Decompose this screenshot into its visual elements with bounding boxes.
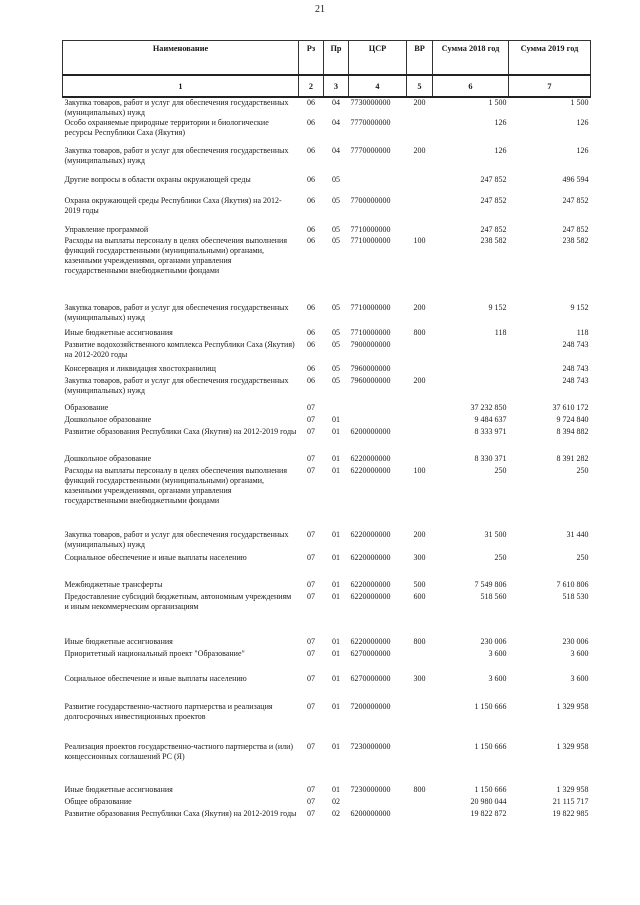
row-sum-2018: 3 600 [488,649,507,659]
row-pr: 01 [332,580,340,590]
row-csr: 6200000000 [350,427,391,437]
row-vr: 500 [413,580,426,590]
row-sum-2019: 248 743 [562,364,589,374]
row-name: Иные бюджетные ассигнования [64,328,173,338]
row-csr: 7230000000 [350,785,391,795]
table-row [63,236,591,303]
row-sum-2018: 8 333 971 [474,427,507,437]
row-rz: 07 [307,427,315,437]
row-csr: 7700000000 [350,196,391,206]
row-sum-2018: 1 150 666 [474,742,507,752]
row-pr: 01 [332,553,340,563]
table-row [63,175,591,196]
table-row [63,376,591,403]
row-vr [407,809,433,831]
row-sum-2019: 31 440 [566,530,589,540]
row-vr [407,454,433,466]
row-sum-2018: 118 [494,328,507,338]
row-csr: 6200000000 [350,809,391,819]
table-body [63,97,591,831]
row-csr [349,797,407,809]
row-pr: 01 [332,427,340,437]
col-header-name: Наименование [63,41,299,76]
row-pr [324,403,349,415]
table-row [63,637,591,649]
row-sum-2019: 8 391 282 [556,454,589,464]
col-number: 3 [324,75,349,97]
table-row [63,797,591,809]
row-csr: 6220000000 [350,580,391,590]
row-csr: 7770000000 [350,118,391,128]
row-vr: 200 [413,376,426,386]
row-vr: 200 [413,98,426,107]
row-pr: 01 [332,415,340,425]
row-sum-2018 [433,364,509,376]
row-sum-2019: 1 329 958 [556,785,589,795]
row-name: Управление программой [64,225,149,235]
row-sum-2018: 31 500 [484,530,507,540]
row-rz: 07 [307,454,315,464]
row-rz: 06 [307,303,315,313]
row-sum-2018: 247 852 [480,225,507,235]
row-csr: 6220000000 [350,637,391,647]
row-sum-2019: 3 600 [570,674,589,684]
row-pr: 01 [332,742,340,752]
col-number: 1 [63,75,299,97]
row-name: Иные бюджетные ассигнования [64,637,173,647]
row-sum-2018: 238 582 [480,236,507,246]
row-csr: 6270000000 [350,674,391,684]
row-rz: 06 [307,225,315,235]
page-number: 21 [315,4,325,15]
row-vr [407,175,433,196]
row-sum-2018: 8 330 371 [474,454,507,464]
row-rz: 07 [307,637,315,647]
row-sum-2019: 9 724 840 [556,415,589,425]
row-sum-2019: 248 743 [562,340,589,350]
row-sum-2019: 496 594 [562,175,589,185]
row-sum-2018: 518 560 [480,592,507,602]
row-pr: 05 [332,376,340,386]
row-sum-2019: 248 743 [562,376,589,386]
table-row [63,97,591,118]
row-rz: 06 [307,118,315,128]
row-sum-2019: 9 152 [570,303,589,313]
row-csr: 6220000000 [350,553,391,563]
row-name: Консервация и ликвидация хвостохранилищ [64,364,216,374]
table-row [63,742,591,785]
row-pr: 05 [332,175,340,185]
row-rz: 07 [307,702,315,712]
row-name: Социальное обеспечение и иные выплаты населению [64,674,247,684]
row-sum-2019: 118 [576,328,589,338]
row-sum-2019: 518 530 [562,592,589,602]
row-sum-2018: 126 [494,146,507,156]
row-name: Закупка товаров, работ и услуг для обеспечения государственных (муниципальных) нужд [64,530,289,550]
row-rz: 06 [307,340,315,350]
row-vr [407,364,433,376]
row-vr: 800 [413,637,426,647]
row-vr [407,702,433,742]
row-csr: 6220000000 [350,466,391,476]
table-row [63,328,591,340]
row-pr: 01 [332,649,340,659]
row-pr: 01 [332,592,340,602]
row-pr: 05 [332,328,340,338]
row-rz: 07 [307,592,315,602]
row-name: Дошкольное образование [64,454,152,464]
row-rz: 07 [307,742,315,752]
row-pr: 01 [332,530,340,540]
row-vr [407,196,433,225]
row-pr: 05 [332,236,340,246]
budget-table [62,40,591,831]
row-rz: 07 [307,415,315,425]
column-number-row [63,75,591,97]
table-row [63,118,591,146]
row-sum-2019: 126 [576,118,589,128]
row-sum-2019: 247 852 [562,196,589,206]
row-sum-2018 [433,340,509,364]
row-vr: 200 [413,303,426,313]
col-header-pr: Пр [324,41,349,76]
row-sum-2019: 3 600 [570,649,589,659]
row-sum-2018: 230 006 [480,637,507,647]
row-vr [407,403,433,415]
row-sum-2019: 7 610 806 [556,580,589,590]
row-vr: 800 [413,785,426,795]
table-row [63,340,591,364]
table-row [63,702,591,742]
row-name: Закупка товаров, работ и услуг для обеспечения государственных (муниципальных) нужд [64,303,289,323]
row-rz: 07 [307,530,315,540]
row-sum-2019: 238 582 [562,236,589,246]
row-vr [407,742,433,785]
row-name: Дошкольное образование [64,415,152,425]
row-name: Приоритетный национальный проект "Образование" [64,649,245,659]
row-csr: 7710000000 [350,236,391,246]
row-name: Предоставление субсидий бюджетным, автономным учреждениям и иным некоммерческим организациям [64,592,292,612]
row-sum-2019: 247 852 [562,225,589,235]
table-row [63,196,591,225]
row-sum-2018: 9 152 [488,303,507,313]
row-rz: 07 [307,797,315,807]
row-vr [407,118,433,146]
row-sum-2019: 250 [576,553,589,563]
row-csr: 6220000000 [350,530,391,540]
row-csr: 7710000000 [350,328,391,338]
row-name: Общее образование [64,797,132,807]
row-vr: 800 [413,328,426,338]
row-rz: 07 [307,649,315,659]
row-name: Охрана окружающей среды Республики Саха (Якутия) на 2012-2019 годы [64,196,282,216]
row-pr: 01 [332,702,340,712]
table-row [63,530,591,553]
table-row [63,649,591,674]
table-row [63,364,591,376]
table-row [63,303,591,328]
row-csr: 7730000000 [350,98,391,107]
row-vr [407,797,433,809]
row-rz: 06 [307,196,315,206]
col-number: 4 [349,75,407,97]
row-pr: 04 [332,146,340,156]
row-rz: 06 [307,376,315,386]
row-name: Особо охраняемые природные территории и биологические ресурсы Республики Саха (Якутия) [64,118,269,138]
row-name: Развитие государственно-частного партнерства и реализация долгосрочных инвестиционных проектов [64,702,273,722]
row-rz: 06 [307,175,315,185]
row-sum-2018: 19 822 872 [470,809,507,819]
row-vr [407,427,433,454]
col-number: 6 [433,75,509,97]
row-sum-2018 [433,376,509,403]
row-sum-2019: 21 115 717 [552,797,589,807]
row-csr: 7900000000 [350,340,391,350]
row-sum-2018: 20 980 044 [470,797,507,807]
row-sum-2018: 1 500 [488,98,507,107]
row-name: Расходы на выплаты персоналу в целях обеспечения выполнения функций государственными (муниципальными) органами, казенными учреждениями, органами управления государственными внебюджетными фондами [64,236,287,276]
row-rz: 07 [307,466,315,476]
row-pr: 04 [332,118,340,128]
row-sum-2019: 19 822 985 [552,809,589,819]
row-name: Иные бюджетные ассигнования [64,785,173,795]
table-row [63,809,591,831]
row-pr: 05 [332,340,340,350]
table-row [63,785,591,797]
row-sum-2019: 126 [576,146,589,156]
row-pr: 01 [332,454,340,464]
row-rz: 07 [307,553,315,563]
row-rz: 07 [307,580,315,590]
row-vr [407,415,433,427]
row-vr: 300 [413,674,426,684]
row-vr: 600 [413,592,426,602]
row-name: Расходы на выплаты персоналу в целях обеспечения выполнения функций государственными (муниципальными) органами, казенными учреждениями, органами управления государственными внебюджетными фондами [64,466,287,506]
row-sum-2018: 247 852 [480,196,507,206]
row-rz: 07 [307,403,315,413]
row-vr: 100 [413,466,426,476]
row-sum-2018: 1 150 666 [474,702,507,712]
row-name: Закупка товаров, работ и услуг для обеспечения государственных (муниципальных) нужд [64,146,289,166]
row-name: Развитие образования Республики Саха (Якутия) на 2012-2019 годы [64,427,297,437]
row-name: Закупка товаров, работ и услуг для обеспечения государственных (муниципальных) нужд [64,376,289,396]
row-name: Развитие образования Республики Саха (Якутия) на 2012-2019 годы [64,809,297,819]
col-header-rz: Рз [299,41,324,76]
table-row [63,415,591,427]
row-sum-2019: 1 500 [570,98,589,107]
table-row [63,674,591,702]
row-csr: 6220000000 [350,592,391,602]
col-number: 5 [407,75,433,97]
row-sum-2018: 250 [494,553,507,563]
row-name: Другие вопросы в области охраны окружающей среды [64,175,251,185]
col-header-csr: ЦСР [349,41,407,76]
row-csr: 6220000000 [350,454,391,464]
table-row [63,454,591,466]
row-vr [407,225,433,236]
row-sum-2019: 8 394 882 [556,427,589,437]
row-rz: 06 [307,364,315,374]
row-csr: 7710000000 [350,303,391,313]
row-rz: 07 [307,785,315,795]
table-row [63,553,591,580]
table-row [63,580,591,592]
row-pr: 02 [332,809,340,819]
col-header-sum-2019: Сумма 2019 год [509,41,591,76]
row-csr: 7770000000 [350,146,391,156]
budget-table-container [62,40,590,831]
row-vr: 300 [413,553,426,563]
row-pr: 01 [332,785,340,795]
row-name: Развитие водохозяйственного комплекса Республики Саха (Якутия) на 2012-2020 годы [64,340,295,360]
col-number: 7 [509,75,591,97]
row-rz: 06 [307,146,315,156]
row-name: Социальное обеспечение и иные выплаты населению [64,553,247,563]
row-pr: 05 [332,364,340,374]
row-sum-2018: 37 232 850 [470,403,507,413]
table-row [63,466,591,530]
row-sum-2018: 247 852 [480,175,507,185]
row-pr: 01 [332,466,340,476]
row-name: Реализация проектов государственно-частного партнерства и (или) концессионных соглашений РС (Я) [64,742,294,762]
row-sum-2018: 9 484 637 [474,415,507,425]
col-header-vr: ВР [407,41,433,76]
row-sum-2018: 126 [494,118,507,128]
table-row [63,146,591,175]
header-row [63,41,591,76]
row-pr: 04 [332,98,340,107]
row-sum-2018: 250 [494,466,507,476]
row-vr [407,649,433,674]
row-csr: 7710000000 [350,225,391,235]
row-rz: 06 [307,236,315,246]
row-pr: 01 [332,674,340,684]
row-pr: 05 [332,225,340,235]
row-rz: 06 [307,328,315,338]
row-name: Образование [64,403,109,413]
row-csr: 7200000000 [350,702,391,712]
row-pr: 02 [332,797,340,807]
row-name: Закупка товаров, работ и услуг для обеспечения государственных (муниципальных) нужд [64,98,289,118]
row-rz: 06 [307,98,315,107]
col-header-sum-2018: Сумма 2018 год [433,41,509,76]
row-sum-2019: 37 610 172 [552,403,589,413]
row-csr [349,175,407,196]
row-rz: 07 [307,674,315,684]
row-csr: 7230000000 [350,742,391,752]
row-vr: 200 [413,530,426,540]
table-row [63,403,591,415]
row-sum-2019: 230 006 [562,637,589,647]
table-row [63,225,591,236]
row-csr [349,415,407,427]
row-sum-2019: 1 329 958 [556,742,589,752]
row-vr: 100 [413,236,426,246]
row-sum-2018: 1 150 666 [474,785,507,795]
row-pr: 01 [332,637,340,647]
row-sum-2019: 250 [576,466,589,476]
row-sum-2019: 1 329 958 [556,702,589,712]
row-csr: 7960000000 [350,364,391,374]
row-csr [349,403,407,415]
row-sum-2018: 7 549 806 [474,580,507,590]
row-pr: 05 [332,303,340,313]
row-vr [407,340,433,364]
row-name: Межбюджетные трансферты [64,580,163,590]
col-number: 2 [299,75,324,97]
row-vr: 200 [413,146,426,156]
row-csr: 6270000000 [350,649,391,659]
table-row [63,592,591,637]
row-sum-2018: 3 600 [488,674,507,684]
row-csr: 7960000000 [350,376,391,386]
row-rz: 07 [307,809,315,819]
table-row [63,427,591,454]
row-pr: 05 [332,196,340,206]
